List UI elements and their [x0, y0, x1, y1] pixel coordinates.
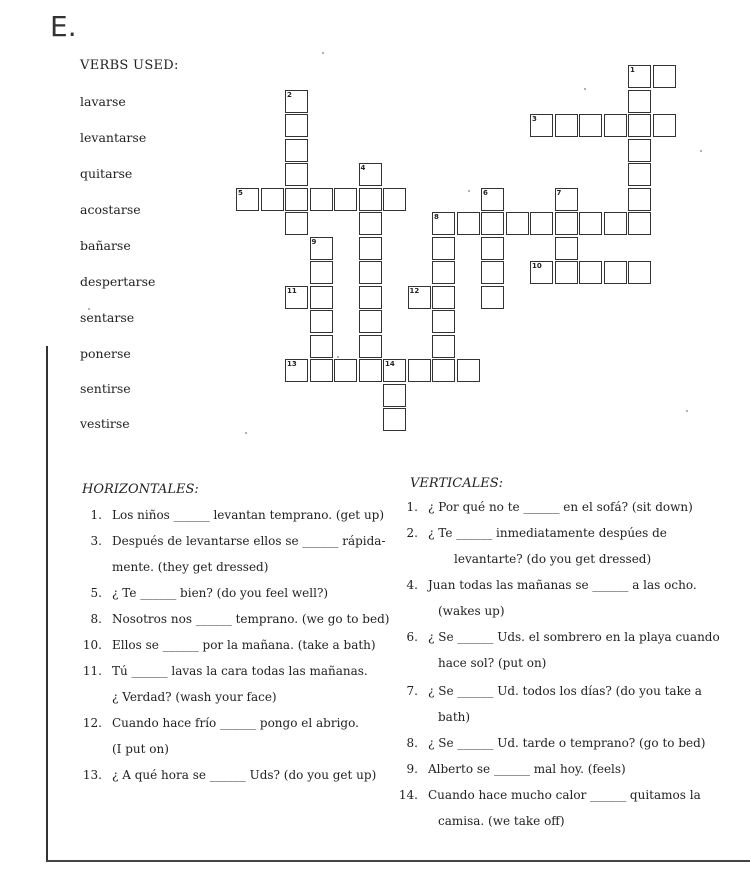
clue-continuation: bath) [438, 710, 471, 724]
crossword-cell [481, 286, 504, 309]
verb-item: bañarse [80, 238, 131, 253]
crossword-cell [579, 114, 602, 137]
crossword-cell [285, 114, 308, 137]
clue-number: 1. [406, 500, 418, 514]
horizontal-clue [78, 768, 376, 783]
clue-number: 11. [82, 664, 102, 678]
crossword-cell [628, 114, 651, 137]
clue-text: Los niños ______ levantan temprano. (get up) [112, 508, 385, 522]
crossword-cell [628, 139, 651, 162]
crossword-cell [457, 212, 480, 235]
clue-number-label: 8 [434, 213, 439, 221]
crossword-cell [653, 114, 676, 137]
verb-item: vestirse [80, 416, 130, 431]
clue-number-label: 13 [287, 360, 297, 368]
crossword-cell [334, 188, 357, 211]
clue-text: ¿ Se ______ Uds. el sombrero en la playa cuando [428, 630, 720, 644]
verb-item: despertarse [80, 274, 156, 289]
crossword-cell [432, 359, 455, 382]
clue-number-label: 11 [287, 286, 297, 295]
crossword-cell [579, 261, 602, 284]
clue-number: 8. [90, 612, 102, 626]
verb-item: lavarse [80, 94, 126, 109]
crossword-cell [628, 90, 651, 113]
clue-number: 12. [82, 716, 102, 730]
vertical-clue [394, 762, 626, 777]
clue-number-label: 2 [287, 90, 292, 99]
crossword-cell [579, 212, 602, 235]
crossword-cell [285, 163, 308, 186]
horizontales-heading: HORIZONTALES: [82, 482, 199, 497]
crossword-cell [285, 139, 308, 162]
clue-number-label: 9 [311, 237, 317, 246]
crossword-cell [285, 212, 308, 235]
verticales-heading: VERTICALES: [410, 476, 503, 491]
horizontal-clue [78, 638, 376, 653]
clue-number-label: 10 [532, 262, 542, 270]
clue-number-label: 3 [532, 115, 537, 123]
vertical-clue [394, 736, 705, 751]
crossword-cell [628, 163, 651, 186]
verb-item: acostarse [80, 202, 141, 217]
clue-continuation: ¿ Verdad? (wash your face) [112, 690, 277, 704]
clue-number-label: 5 [238, 188, 243, 197]
horizontal-clue [78, 612, 389, 627]
clue-text: ¿ Se ______ Ud. todos los días? (do you take a [428, 684, 702, 698]
crossword-cell [432, 286, 455, 309]
clue-text: Juan todas las mañanas se ______ a las ocho. [428, 578, 697, 592]
crossword-cell [334, 359, 357, 382]
crossword-cell [310, 261, 333, 284]
clue-continuation: mente. (they get dressed) [112, 560, 269, 574]
crossword-cell [359, 237, 382, 260]
crossword-cell [432, 310, 455, 333]
clue-number: 5. [90, 586, 102, 600]
crossword-cell [383, 384, 406, 407]
horizontal-clue [78, 534, 386, 549]
crossword-cell [432, 261, 455, 284]
crossword-cell [604, 212, 627, 235]
clue-text: ¿ Te ______ inmediatamente despúes de [428, 526, 667, 540]
clue-continuation: (I put on) [112, 742, 169, 756]
crossword-cell [555, 237, 578, 260]
clue-number-label: 4 [360, 164, 366, 172]
crossword-cell [481, 261, 504, 284]
clue-text: Cuando hace frío ______ pongo el abrigo. [112, 716, 359, 730]
vertical-clue [394, 630, 720, 645]
vertical-clue [394, 578, 697, 593]
clue-number: 1. [90, 508, 102, 522]
clue-number: 3. [90, 534, 102, 548]
vertical-clue [394, 684, 702, 699]
crossword-cell [555, 114, 578, 137]
clue-number: 2. [406, 526, 418, 540]
vertical-clue [394, 500, 693, 515]
crossword-cell [383, 408, 406, 431]
clue-number-label: 7 [556, 188, 562, 197]
clue-number-label: 14 [385, 360, 395, 368]
clue-text: ¿ Te ______ bien? (do you feel well?) [112, 586, 329, 600]
clue-text: Alberto se ______ mal hoy. (feels) [428, 762, 626, 776]
crossword-cell [432, 237, 455, 260]
clue-text: Ellos se ______ por la mañana. (take a bath) [112, 638, 376, 652]
verbs-heading: VERBS USED: [80, 58, 179, 73]
page-title: E. [50, 10, 77, 43]
verb-item: ponerse [80, 346, 131, 361]
crossword-cell [359, 188, 382, 211]
crossword-cell [555, 212, 578, 235]
clue-text: ¿ Por qué no te ______ en el sofá? (sit down) [428, 500, 693, 514]
crossword-cell [481, 212, 504, 235]
crossword-cell [310, 335, 333, 358]
verb-item: sentarse [80, 310, 135, 325]
crossword-cell [359, 261, 382, 284]
crossword-cell [359, 359, 382, 382]
crossword-cell [530, 212, 553, 235]
vertical-clue [394, 788, 701, 803]
clue-text: ¿ A qué hora se ______ Uds? (do you get up) [112, 768, 377, 782]
crossword-cell [457, 359, 480, 382]
horizontal-clue [78, 586, 328, 601]
crossword-cell [604, 114, 627, 137]
clue-text: Después de levantarse ellos se ______ rápida- [112, 534, 386, 548]
crossword-cell [432, 335, 455, 358]
crossword-cell [481, 237, 504, 260]
clue-text: Nosotros nos ______ temprano. (we go to bed) [112, 612, 390, 626]
verb-item: sentirse [80, 381, 131, 396]
horizontal-clue [78, 716, 359, 731]
clue-number-label: 1 [630, 66, 635, 74]
clue-number-label: 12 [409, 286, 420, 295]
bottom-rule [47, 860, 750, 862]
crossword-cell [359, 310, 382, 333]
clue-continuation: camisa. (we take off) [438, 814, 565, 828]
clue-number: 9. [406, 762, 418, 776]
clue-text: Cuando hace mucho calor ______ quitamos la [428, 788, 701, 802]
clue-text: Tú ______ lavas la cara todas las mañanas. [112, 664, 368, 678]
crossword-cell [310, 188, 333, 211]
horizontal-clue [78, 664, 368, 679]
crossword-cell [310, 359, 333, 382]
crossword-cell [628, 261, 651, 284]
clue-number: 7. [406, 684, 418, 698]
crossword-cell [604, 261, 627, 284]
clue-number: 8. [406, 736, 418, 750]
vertical-clue [394, 526, 667, 541]
clue-number: 10. [82, 638, 102, 652]
crossword-cell [359, 212, 382, 235]
crossword-cell [285, 188, 308, 211]
crossword-cell [628, 188, 651, 211]
clue-number: 13. [82, 768, 102, 782]
crossword-cell [261, 188, 284, 211]
margin-rule [46, 346, 48, 862]
clue-continuation: hace sol? (put on) [438, 656, 547, 670]
crossword-cell [555, 261, 578, 284]
clue-number: 4. [406, 578, 418, 592]
crossword-cell [383, 188, 406, 211]
crossword-cell [653, 65, 676, 88]
crossword-cell [506, 212, 529, 235]
clue-number-label: 6 [483, 188, 488, 197]
crossword-cell [310, 310, 333, 333]
clue-number: 14. [398, 788, 418, 802]
crossword-cell [408, 359, 431, 382]
clue-continuation: (wakes up) [438, 604, 505, 618]
crossword-cell [310, 286, 333, 309]
crossword-cell [359, 335, 382, 358]
horizontal-clue [78, 508, 384, 523]
clue-text: ¿ Se ______ Ud. tarde o temprano? (go to bed) [428, 736, 706, 750]
crossword-cell [359, 286, 382, 309]
crossword-cell [628, 212, 651, 235]
verb-item: levantarse [80, 130, 147, 145]
clue-continuation: levantarte? (do you get dressed) [454, 552, 652, 566]
clue-number: 6. [406, 630, 418, 644]
verb-item: quitarse [80, 166, 133, 181]
